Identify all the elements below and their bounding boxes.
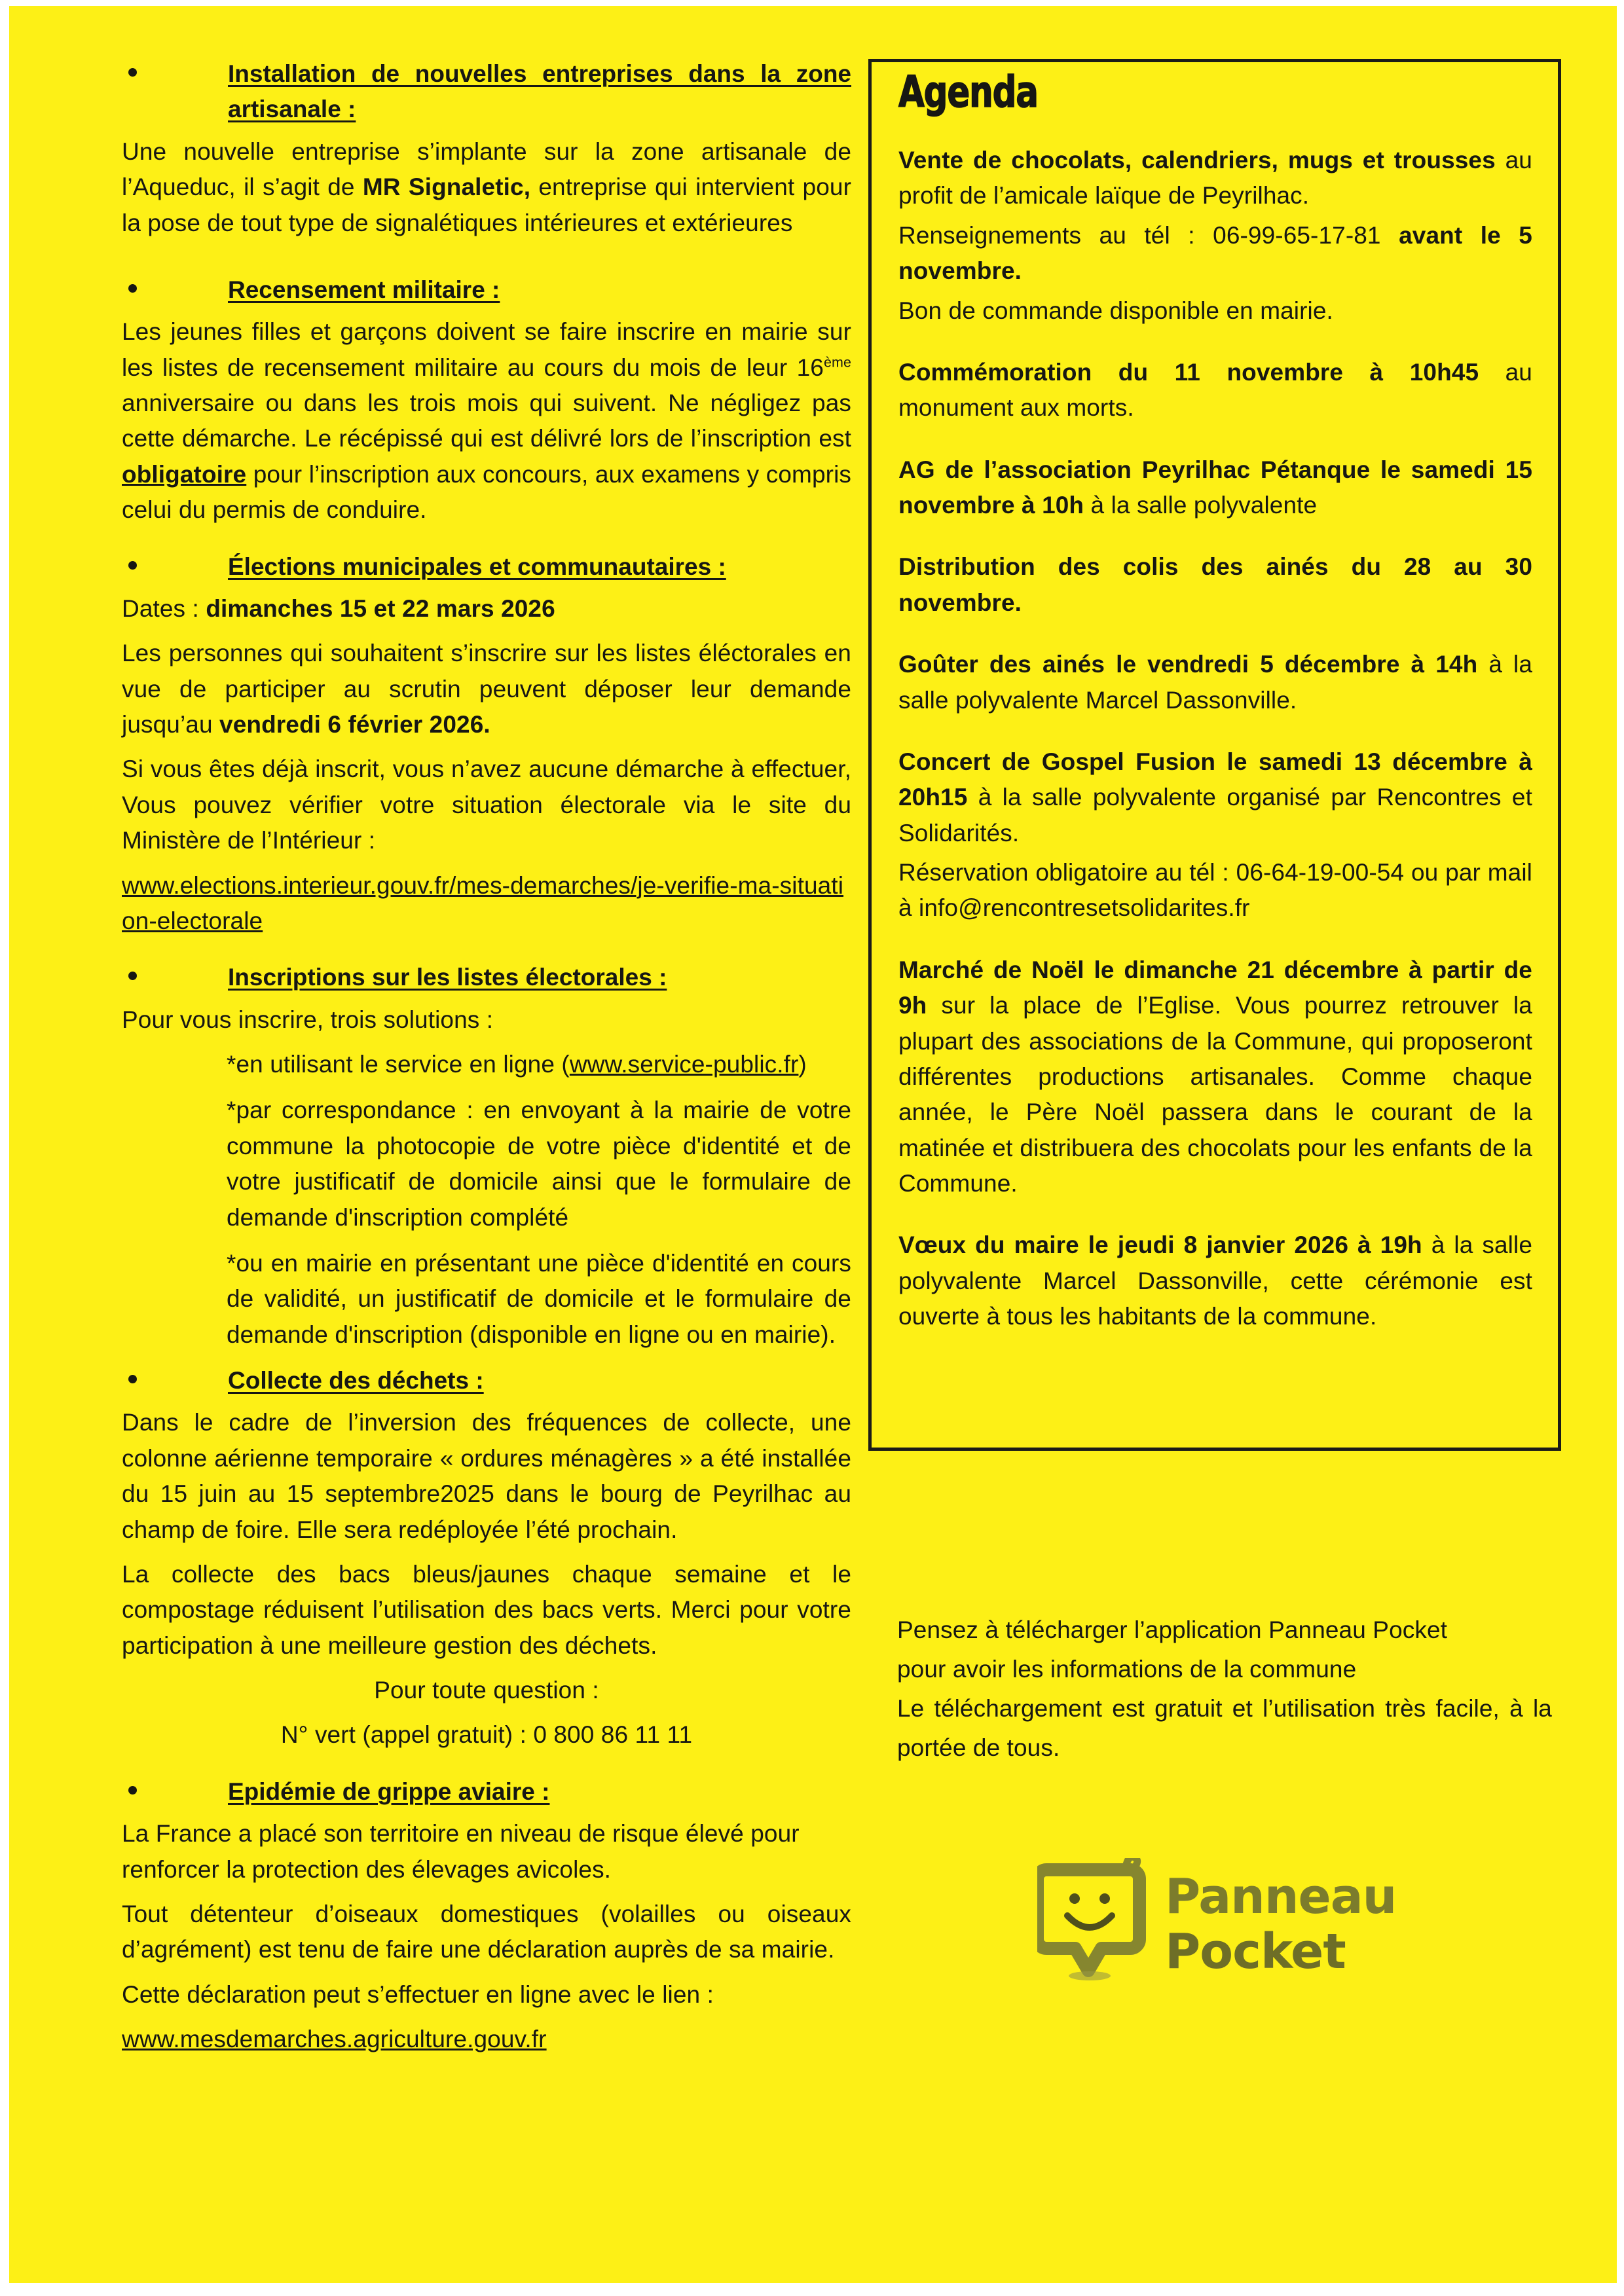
collecte-contact-line-2: N° vert (appel gratuit) : 0 800 86 11 11 <box>280 1721 693 1749</box>
panneau-pocket-line-1: Pensez à télécharger l’application Panneau Pocket <box>897 1616 1448 1643</box>
agenda-item-bold: AG de l’association Peyrilhac Pétanque le samedi 15 novembre à 10h <box>898 456 1532 519</box>
agenda-item-lead: Renseignements au tél : 06-99-65-17-81 <box>898 221 1399 249</box>
logo-word-pocket: Pocket <box>1165 1923 1346 1980</box>
collecte-contact-line-1: Pour toute question : <box>374 1677 599 1704</box>
section-elections-dates <box>122 591 851 627</box>
agenda-item-line-2 <box>898 218 1532 289</box>
agenda-item-text <box>898 452 1532 524</box>
section-recensement-paragraph: Les jeunes filles et garçons doivent se faire inscrire en mairie sur les listes de recensement militaire au cours du mois de leur 16ème anniversaire ou dans les trois mois qui suivent. Ne négligez pas cette démarche. Le récépissé qui est délivré lors de l’inscription est obligatoire pour l’inscription aux concours, aux examens y compris celui du permis de conduire. <box>122 318 851 524</box>
section-elections-heading: Élections municipales et communautaires : <box>228 553 726 580</box>
agenda-item-bold: Distribution des colis des ainés du 28 au 30 novembre. <box>898 553 1532 616</box>
dates-label: Dates : <box>122 594 199 622</box>
agenda-item-text <box>898 647 1532 718</box>
agenda-title: Agenda <box>898 67 1038 117</box>
section-elections-paragraph-1: Les personnes qui souhaitent s’inscrire sur les listes éléctorales en vue de participer au scrutin peuvent déposer leur demande jusqu’au vendredi 6 février 2026. <box>122 640 851 738</box>
section-collecte-heading: Collecte des déchets : <box>228 1367 484 1394</box>
agenda-item-rest: sur la place de l’Eglise. Vous pourrez retrouver la plupart des associations de la Commune, qui proposeront différentes productions artisanales. Comme chaque année, le Père Noël passera dans le courant de la matinée et distribuera des chocolats pour les enfants de la Commune. <box>898 992 1532 1197</box>
bullet-dot-icon <box>128 561 137 570</box>
agenda-item-line-1 <box>898 143 1532 214</box>
agenda-item-concert-gospel <box>898 744 1532 926</box>
inscriptions-intro: Pour vous inscrire, trois solutions : <box>122 1006 494 1033</box>
section-recensement-heading-row <box>122 272 851 308</box>
grippe-paragraph-3: Cette déclaration peut s’effectuer en ligne avec le lien : <box>122 1980 714 2008</box>
grippe-paragraph-2: Tout détenteur d’oiseaux domestiques (volailles ou oiseaux d’agrément) est tenu de faire une déclaration auprès de sa mairie. <box>122 1900 851 1963</box>
panneau-pocket-line-2: pour avoir les informations de la commune <box>897 1655 1357 1683</box>
agenda-item-rest: à la salle polyvalente Marcel Dassonville. <box>898 651 1533 714</box>
agenda-item-gouter-aines <box>898 647 1532 718</box>
section-grippe-heading-row <box>122 1774 851 1810</box>
inscription-option-2: *par correspondance : en envoyant à la mairie de votre commune la photocopie de votre pièce d'identité et de votre justificatif de domicile ainsi que le formulaire de demande d'inscription complété <box>227 1097 851 1231</box>
agenda-item-bold: Marché de Noël le dimanche 21 décembre à partir de 9h <box>898 956 1532 1019</box>
agenda-item-rest: au monument aux morts. <box>898 358 1532 422</box>
spacer <box>122 250 851 272</box>
panneau-pocket-text <box>897 1611 1552 1768</box>
agenda-item-bold-2: avant le 5 novembre. <box>898 221 1532 285</box>
agenda-item-bold: Commémoration du 11 novembre à 10h45 <box>898 358 1479 386</box>
bullet-dot-icon <box>128 1786 137 1795</box>
dates-value: dimanches 15 et 22 mars 2026 <box>206 594 555 622</box>
panneau-pocket-line-3: Le téléchargement est gratuit et l’utilisation très facile, à la portée de tous. <box>897 1694 1552 1761</box>
logo-word-panneau: Panneau <box>1165 1868 1397 1925</box>
agenda-item-bold: Vente de chocolats, calendriers, mugs et trousses <box>898 147 1496 173</box>
section-inscriptions-heading-row <box>122 960 851 995</box>
section-entreprises-heading-row <box>122 56 851 128</box>
bullet-dot-icon <box>128 284 137 293</box>
section-entreprises-heading: Installation de nouvelles entreprises dans la zone artisanale : <box>228 60 851 123</box>
agenda-item-commemoration <box>898 355 1532 426</box>
panneau-pocket-logo <box>1037 1858 1443 1982</box>
inscriptions-options <box>122 1047 851 1353</box>
agenda-item-ag-petanque <box>898 452 1532 524</box>
agenda-item-reservation: Réservation obligatoire au tél : 06-64-19-00-54 ou par mail à info@rencontresetsolidarites.fr <box>898 859 1532 922</box>
left-column <box>122 56 851 2066</box>
section-grippe-heading: Epidémie de grippe aviaire : <box>228 1777 550 1805</box>
agenda-item-text <box>898 355 1532 426</box>
agenda-item-line-3: Bon de commande disponible en mairie. <box>898 297 1333 324</box>
agenda-item-marche-noel <box>898 953 1532 1202</box>
inscription-option-1: *en utilisant le service en ligne (www.service-public.fr) <box>227 1051 807 1078</box>
agenda-item-rest: à la salle polyvalente <box>1084 492 1318 519</box>
grippe-link[interactable]: www.mesdemarches.agriculture.gouv.fr <box>122 2026 547 2052</box>
agenda-item-text <box>898 1228 1532 1334</box>
section-recensement-heading: Recensement militaire : <box>228 276 500 303</box>
agenda-item-rest: à la salle polyvalente organisé par Rencontres et Solidarités. <box>898 784 1532 847</box>
agenda-content <box>898 67 1533 1361</box>
agenda-item-text <box>898 953 1532 1202</box>
collecte-paragraph-1: Dans le cadre de l’inversion des fréquences de collecte, une colonne aérienne temporaire « ordures ménagères » a été installée du 15 juin au 15 septembre2025 dans le bourg de Peyrilhac au champ de foire. Elle sera redéployée l’été prochain. <box>122 1409 851 1543</box>
agenda-item-bold: Vœux du maire le jeudi 8 janvier 2026 à 19h <box>898 1231 1422 1259</box>
agenda-item-voeux-maire <box>898 1228 1532 1334</box>
bullet-dot-icon <box>128 972 137 980</box>
agenda-item-bold: Goûter des ainés le vendredi 5 décembre à 14h <box>898 651 1478 678</box>
spacer <box>122 1762 851 1774</box>
spacer <box>122 538 851 549</box>
service-public-link[interactable]: www.service-public.fr <box>569 1051 799 1078</box>
collecte-paragraph-2: La collecte des bacs bleus/jaunes chaque semaine et le compostage réduisent l’utilisation des bacs verts. Merci pour votre participation à une meilleure gestion des déchets. <box>122 1560 851 1659</box>
agenda-item-distribution-colis <box>898 549 1532 621</box>
elections-link[interactable]: www.elections.interieur.gouv.fr/mes-demarches/je-verifie-ma-situation-electorale <box>122 871 844 934</box>
agenda-item-bold: Concert de Gospel Fusion le samedi 13 décembre à 20h15 <box>898 748 1532 811</box>
section-elections-heading-row <box>122 549 851 585</box>
agenda-item-text <box>898 744 1532 851</box>
agenda-item-text <box>898 549 1532 621</box>
pin-smiley-icon <box>1037 1858 1139 1980</box>
agenda-item-rest: à la salle polyvalente Marcel Dassonville, cette cérémonie est ouverte à tous les habitants de la commune. <box>898 1231 1532 1330</box>
inscription-option-3: *ou en mairie en présentant une pièce d'identité en cours de validité, un justificatif de domicile et le formulaire de demande d'inscription (disponible en ligne ou en mairie). <box>227 1249 851 1348</box>
bullet-dot-icon <box>128 68 137 77</box>
section-collecte-heading-row <box>122 1363 851 1398</box>
section-entreprises-paragraph: Une nouvelle entreprise s’implante sur la zone artisanale de l’Aqueduc, il s’agit de MR Signaletic, entreprise qui intervient pour la pose de tout type de signalétiques intérieures et extérieures <box>122 137 852 236</box>
agenda-item-rest: au profit de l’amicale laïque de Peyrilhac. <box>898 147 1532 210</box>
grippe-paragraph-1: La France a placé son territoire en niveau de risque élevé pour renforcer la protection des élevages avicoles. <box>122 1820 800 1883</box>
section-inscriptions-heading: Inscriptions sur les listes électorales : <box>228 964 667 991</box>
section-elections-paragraph-2: Si vous êtes déjà inscrit, vous n’avez aucune démarche à effectuer, Vous pouvez vérifier votre situation électorale via le site du Ministère de l’Intérieur : <box>122 756 851 854</box>
spacer <box>122 948 851 960</box>
bullet-dot-icon <box>128 1375 137 1383</box>
agenda-item-vente-chocolats <box>898 143 1532 329</box>
